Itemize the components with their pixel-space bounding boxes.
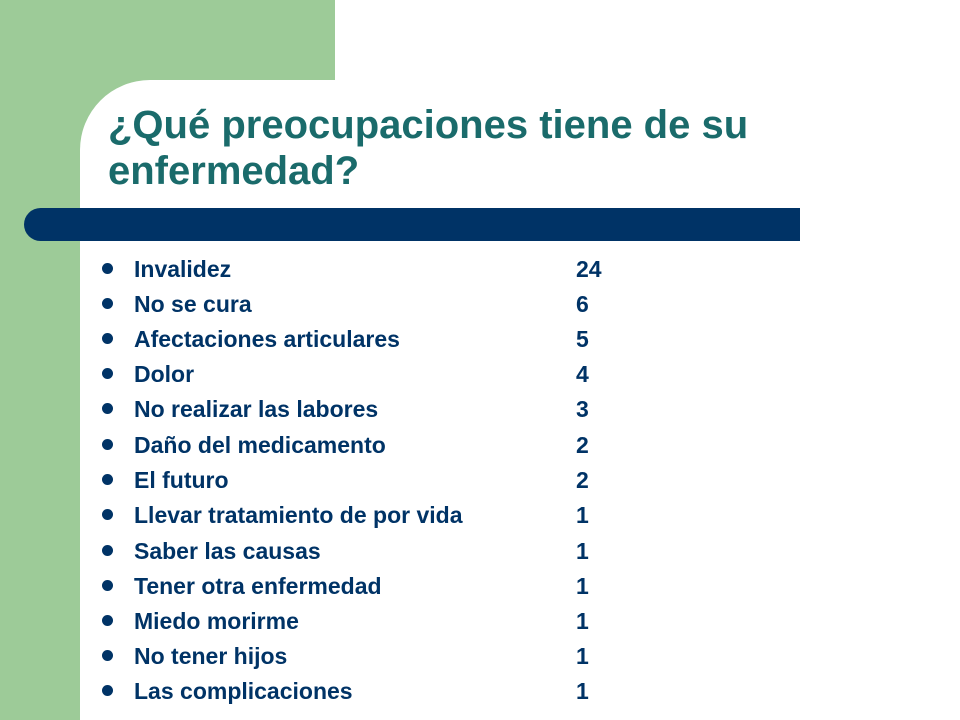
item-label: No se cura (134, 291, 252, 317)
item-label: Dolor (134, 361, 195, 387)
item-label: Las complicaciones (134, 678, 353, 704)
bullet-icon (102, 580, 113, 591)
item-value: 2 (576, 467, 589, 493)
list-item (0, 285, 700, 321)
list-item (0, 250, 700, 286)
list-item (0, 320, 700, 356)
item-label: Invalidez (134, 256, 232, 282)
bullet-icon (102, 439, 113, 450)
bullet-icon (102, 333, 113, 344)
bullet-icon (102, 509, 113, 520)
list-item (0, 390, 700, 426)
bullet-icon (102, 650, 113, 661)
item-value: 1 (576, 538, 589, 564)
list-item (0, 602, 700, 638)
slide-title: ¿Qué preocupaciones tiene de su enfermedad? (108, 103, 749, 193)
bullet-icon (102, 298, 113, 309)
item-label: No tener hijos (134, 643, 288, 669)
item-value: 4 (576, 361, 589, 387)
bullet-icon (102, 368, 113, 379)
item-label: El futuro (134, 467, 229, 493)
list-item (0, 567, 700, 603)
item-value: 1 (576, 643, 589, 669)
top-white-area (335, 0, 960, 80)
bullet-icon (102, 685, 113, 696)
item-label: Miedo morirme (134, 608, 299, 634)
item-value: 3 (576, 396, 589, 422)
bullet-icon (102, 403, 113, 414)
item-label: No realizar las labores (134, 396, 379, 422)
item-label: Daño del medicamento (134, 432, 386, 458)
list-item (0, 496, 700, 532)
item-value: 1 (576, 608, 589, 634)
list-item (0, 461, 700, 497)
item-value: 1 (576, 502, 589, 528)
item-value: 5 (576, 326, 589, 352)
title-divider-bar (24, 208, 800, 241)
item-label: Saber las causas (134, 538, 321, 564)
item-label: Afectaciones articulares (134, 326, 400, 352)
list-item (0, 355, 700, 391)
bullet-icon (102, 474, 113, 485)
list-item (0, 532, 700, 568)
item-value: 6 (576, 291, 589, 317)
list-item (0, 426, 700, 462)
item-value: 24 (576, 256, 602, 282)
list-item (0, 672, 700, 708)
bullet-icon (102, 263, 113, 274)
item-label: Tener otra enfermedad (134, 573, 382, 599)
bullet-icon (102, 615, 113, 626)
bullet-icon (102, 545, 113, 556)
item-value: 1 (576, 573, 589, 599)
item-label: Llevar tratamiento de por vida (134, 502, 463, 528)
list-item (0, 637, 700, 673)
item-value: 2 (576, 432, 589, 458)
item-value: 1 (576, 678, 589, 704)
